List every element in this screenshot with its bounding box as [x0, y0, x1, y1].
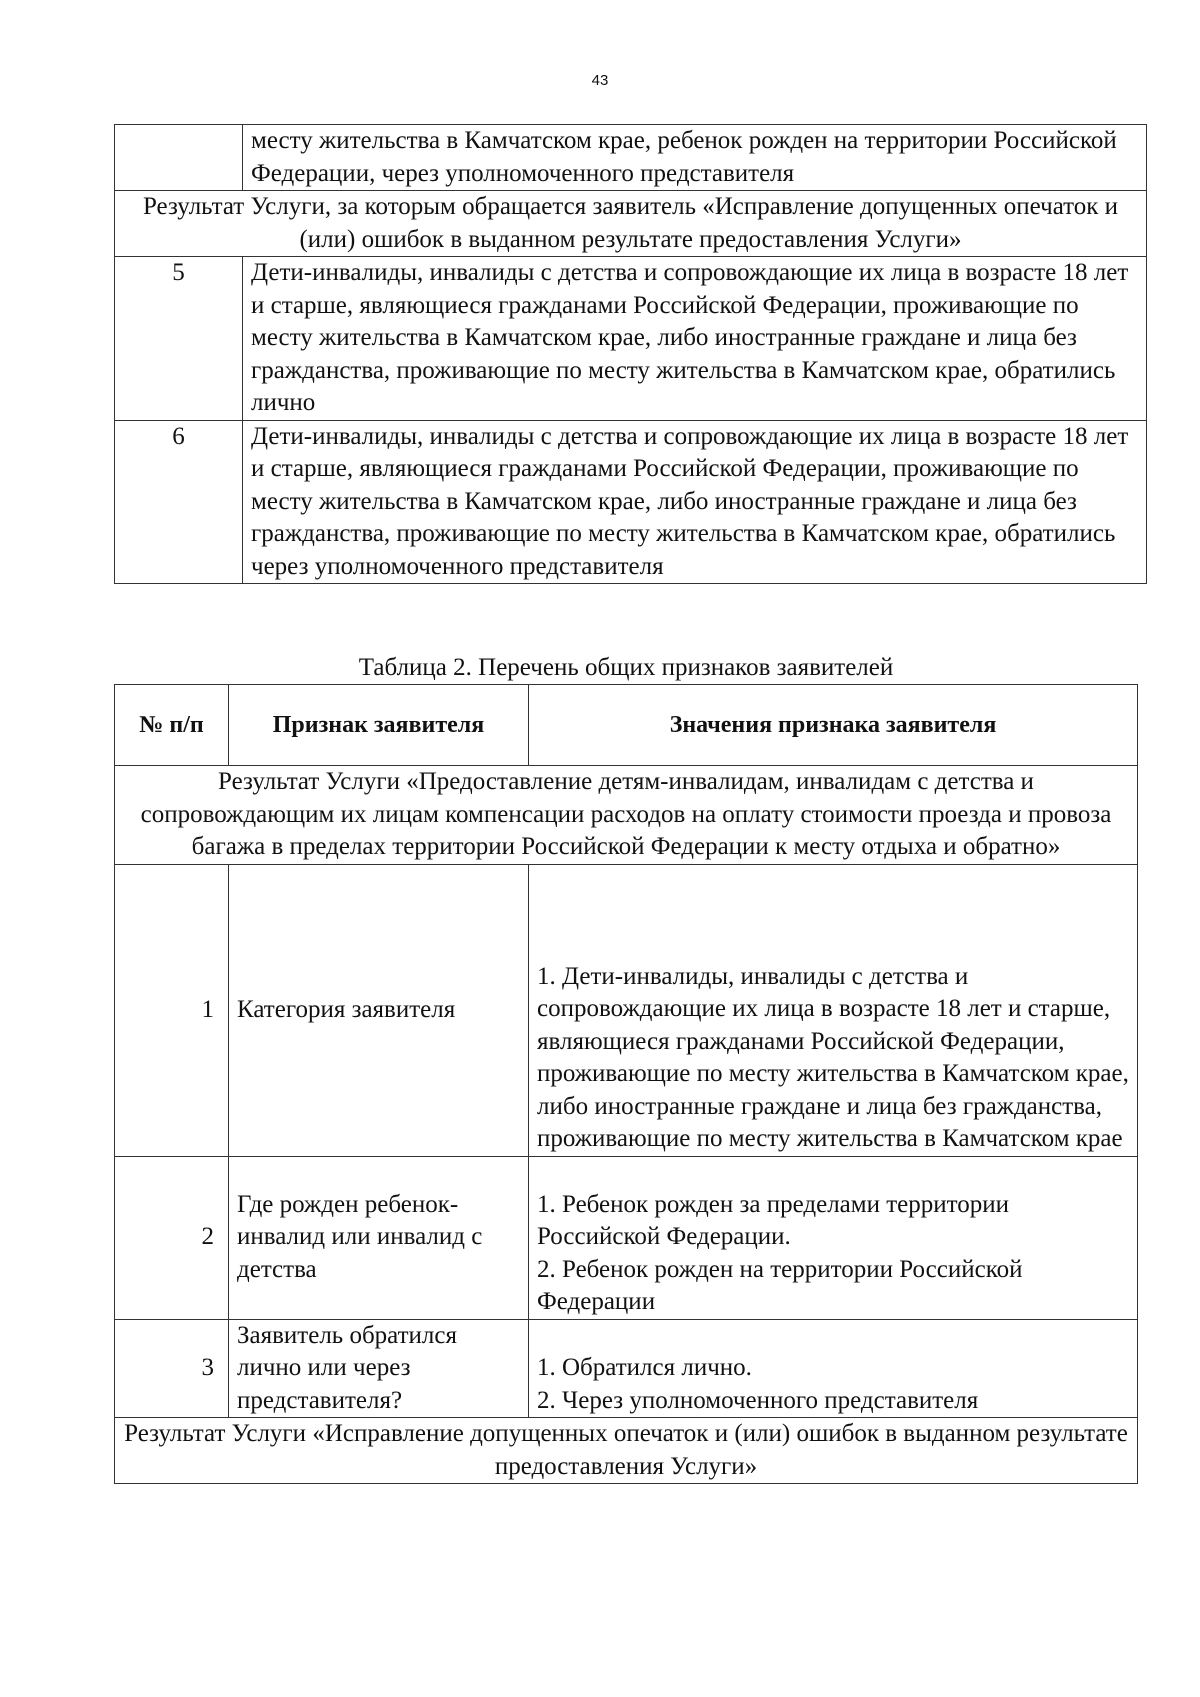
row-number-cell: 5: [115, 257, 243, 421]
row-number-cell: 3: [115, 1319, 229, 1418]
header-feature-values: Значения признака заявителя: [529, 685, 1138, 766]
result-section-row: [115, 766, 1138, 865]
row-number-cell: 2: [115, 1156, 229, 1319]
feature-name-cell: Где рожден ребенок-инвалид или инвалид с детства: [229, 1156, 529, 1319]
feature-values-cell: [529, 1319, 1138, 1418]
row-number-cell: 1: [115, 864, 229, 1156]
row-number-cell: [115, 125, 243, 191]
table-caption: Таблица 2. Перечень общих признаков заявителей: [358, 654, 894, 681]
header-feature: Признак заявителя: [229, 685, 529, 766]
table-row: [115, 125, 1147, 191]
row-text-cell: Дети-инвалиды, инвалиды с детства и сопровождающие их лица в возрасте 18 лет и старше, являющиеся гражданами Российской Федерации, проживающие по месту жительства в Камчатском крае, либо иностранные граждане и лица без гражданства, проживающие по месту жительства в Камчатском крае, обратились через уполномоченного представителя: [243, 420, 1147, 584]
table-row: [115, 864, 1138, 1156]
row-text-cell: месту жительства в Камчатском крае, ребенок рожден на территории Российской Федерации, через уполномоченного представителя: [243, 125, 1147, 191]
applicant-variants-table-continued: [114, 124, 1147, 584]
applicant-features-table: [114, 684, 1138, 1484]
feature-name-cell: Категория заявителя: [229, 864, 529, 1156]
result-section-title: Результат Услуги «Исправление допущенных опечаток и (или) ошибок в выданном результате предоставления Услуги»: [115, 1418, 1138, 1484]
result-section-title: Результат Услуги «Предоставление детям-инвалидам, инвалидам с детства и сопровождающим их лицам компенсации расходов на оплату стоимости проезда и провоза багажа в пределах территории Российской Федерации к месту отдыха и обратно»: [115, 766, 1138, 865]
result-section-title: Результат Услуги, за которым обращается заявитель «Исправление допущенных опечаток и (или) ошибок в выданном результате предоставления Услуги»: [115, 191, 1147, 257]
feature-value: 2. Через уполномоченного представителя: [537, 1386, 979, 1414]
feature-value: 1. Дети-инвалиды, инвалиды с детства и сопровождающие их лица в возрасте 18 лет и старше, являющиеся гражданами Российской Федерации, проживающие по месту жительства в Камчатском крае, либо иностранные граждане и лица без гражданства, проживающие по месту жительства в Камчатском крае: [537, 962, 1129, 1152]
result-section-row: [115, 191, 1147, 257]
feature-values-cell: [529, 1156, 1138, 1319]
table-header-row: [115, 685, 1138, 766]
feature-name-cell: Заявитель обратился лично или через представителя?: [229, 1319, 529, 1418]
feature-values-cell: [529, 864, 1138, 1156]
row-text-cell: Дети-инвалиды, инвалиды с детства и сопровождающие их лица в возрасте 18 лет и старше, являющиеся гражданами Российской Федерации, проживающие по месту жительства в Камчатском крае, либо иностранные граждане и лица без гражданства, проживающие по месту жительства в Камчатском крае, обратились лично: [243, 257, 1147, 421]
feature-value: 2. Ребенок рожден на территории Российской Федерации: [537, 1255, 1023, 1315]
table-row: [115, 1319, 1138, 1418]
page-number: 43: [591, 72, 609, 89]
feature-value: 1. Ребенок рожден за пределами территории Российской Федерации.: [537, 1190, 1009, 1250]
feature-value: 1. Обратился лично.: [537, 1354, 752, 1381]
header-number: № п/п: [115, 685, 229, 766]
result-section-row: [115, 1418, 1138, 1484]
table-row: [115, 257, 1147, 421]
row-number-cell: 6: [115, 420, 243, 584]
table-row: [115, 1156, 1138, 1319]
table-row: [115, 420, 1147, 584]
